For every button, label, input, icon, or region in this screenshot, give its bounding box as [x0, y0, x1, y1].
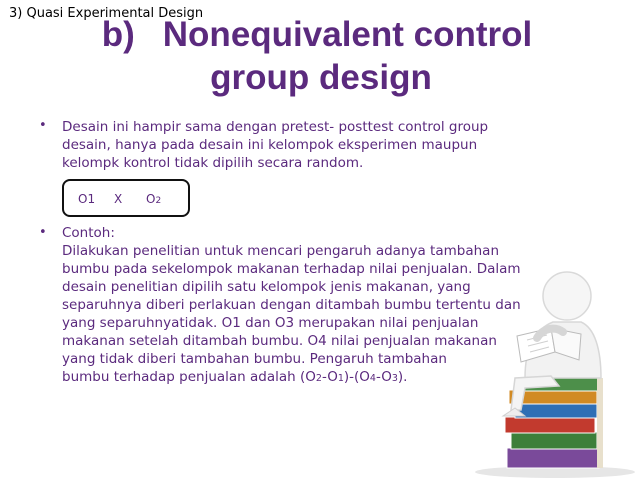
bullet-2-line: yang tidak diberi tambahan bumbu. Pengaruh tambahan: [62, 351, 447, 367]
title-line-1: Nonequivalent control: [162, 15, 533, 54]
bullet-1-text: [62, 118, 582, 172]
bullet-1-line-2: desain, hanya pada desain ini kelompok eksperimen maupun: [62, 137, 478, 153]
bullet-dot: •: [39, 225, 47, 240]
design-diagram-box: [62, 179, 190, 217]
bullet-2-line: Dilakukan penelitian untuk mencari pengaruh adanya tambahan: [62, 243, 499, 259]
diagram-o2: O2: [146, 192, 162, 206]
diagram-x: X: [114, 192, 123, 206]
figure-reading-on-books-icon: [455, 210, 638, 479]
bullet-2-line: separuhnya diberi perlakuan dengan ditambah bumbu tertentu dan: [62, 297, 521, 313]
slide-title: [0, 13, 638, 99]
bullet-2-heading: Contoh:: [62, 225, 115, 241]
bullet-2-line: desain penelitian dipilih satu kelompok jenis makanan, yang: [62, 279, 471, 295]
section-label: 3) Quasi Experimental Design: [9, 6, 204, 21]
title-line-2: group design: [210, 58, 432, 97]
bullet-dot: •: [39, 118, 47, 133]
title-number: b): [101, 15, 135, 54]
bullet-2-formula: bumbu terhadap penjualan adalah (O2-O1)-(O4-O3).: [62, 369, 408, 385]
bullet-2-line: yang separuhnyatidak. O1 dan O3 merupakan nilai penjualan: [62, 315, 479, 331]
bullet-2-line: makanan setelah ditambah bumbu. O4 nilai penjualan makanan: [62, 333, 497, 349]
bullet-1-line-1: Desain ini hampir sama dengan pretest- posttest control group: [62, 119, 489, 135]
bullet-2-line: bumbu pada sekelompok makanan terhadap nilai penjualan. Dalam: [62, 261, 521, 277]
bullet-1-line-3: kelompk kontrol tidak dipilih secara random.: [62, 155, 364, 171]
diagram-o1: O1: [78, 192, 96, 206]
